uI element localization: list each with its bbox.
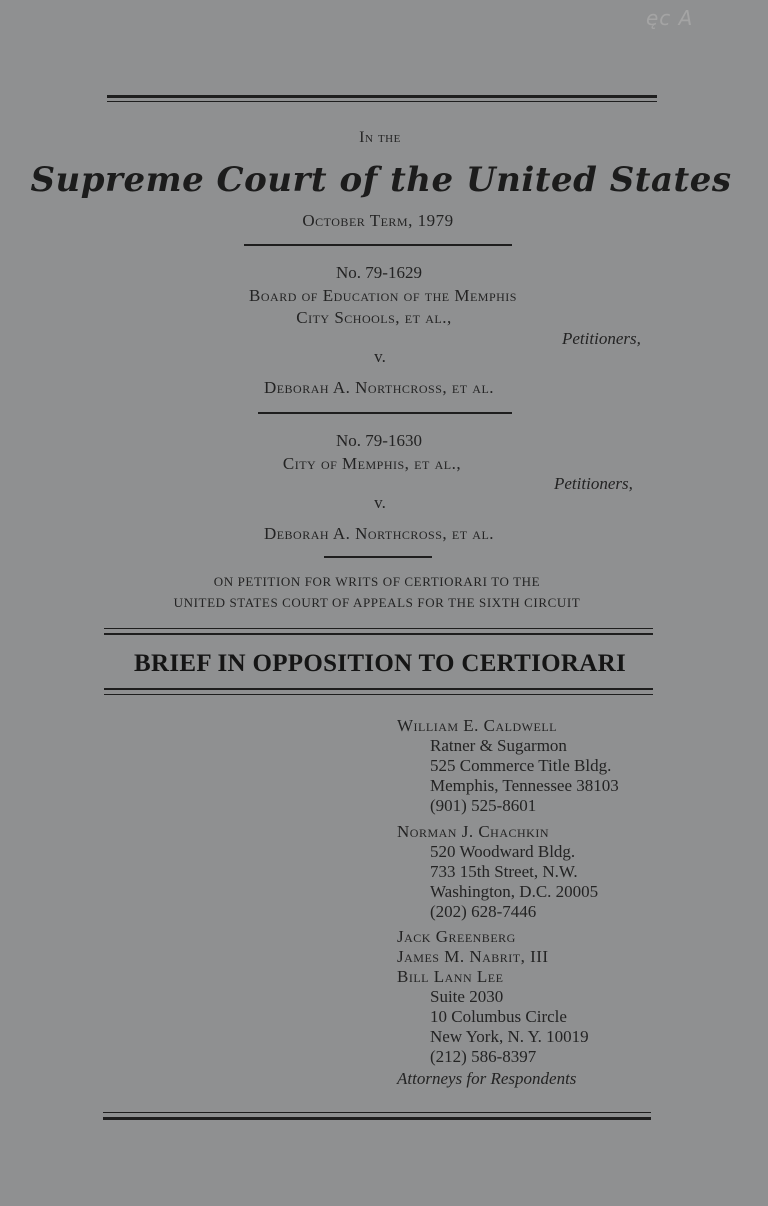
address-line: New York, N. Y. 10019 [430, 1027, 589, 1046]
address-line: (901) 525-8601 [430, 796, 537, 815]
attorney-name: Jack Greenberg [397, 927, 516, 946]
address-line: (212) 586-8397 [430, 1047, 537, 1066]
top-rule-thin [107, 101, 657, 102]
case-1-petitioner-line1: Board of Education of the Memphis [249, 286, 517, 305]
case-2-petitioner-line1: City of Memphis, et al., [282, 454, 462, 473]
brief-title: BRIEF IN OPPOSITION TO CERTIORARI [134, 650, 626, 677]
rule-after-term [244, 244, 512, 246]
court-name: Supreme Court of the United States [30, 160, 732, 200]
attorney-block-1 [397, 716, 727, 816]
attorney-name: William E. Caldwell [397, 716, 557, 735]
rule-short [324, 556, 432, 558]
address-line: Memphis, Tennessee 38103 [430, 776, 619, 795]
attorney-name: James M. Nabrit, III [397, 947, 549, 966]
petition-line-1: ON PETITION FOR WRITS OF CERTIORARI TO THE [213, 574, 541, 589]
attorney-name: Norman J. Chachkin [397, 822, 549, 841]
address-line: 525 Commerce Title Bldg. [430, 756, 612, 775]
address-line: Suite 2030 [430, 987, 504, 1006]
handwritten-corner-note: ęc A [646, 6, 694, 30]
attorney-block-2 [397, 822, 727, 922]
case-2-respondent: Deborah A. Northcross, et al. [263, 524, 495, 543]
case-2-petitioners-label: Petitioners, [554, 474, 633, 493]
attorneys-role: Attorneys for Respondents [397, 1069, 577, 1088]
address-line: Ratner & Sugarmon [430, 736, 567, 755]
petition-line-2: UNITED STATES COURT OF APPEALS FOR THE SIXTH CIRCUIT [173, 595, 581, 610]
address-line: 10 Columbus Circle [430, 1007, 567, 1026]
address-line: Washington, D.C. 20005 [430, 882, 599, 901]
case-1-petitioner-line2: City Schools, et al., [296, 308, 452, 327]
title-bottom-rule-thin [104, 694, 653, 695]
address-line: 733 15th Street, N.W. [430, 862, 578, 881]
title-bottom-rule-thick [104, 688, 653, 690]
case-2-number: No. 79-1630 [336, 431, 422, 450]
bottom-rule-thin [103, 1112, 651, 1113]
term: October Term, 1979 [302, 211, 454, 230]
case-1-versus: v. [374, 347, 386, 366]
case-2-versus: v. [374, 493, 386, 512]
case-1-petitioners-label: Petitioners, [562, 329, 641, 348]
address-line: (202) 628-7446 [430, 902, 537, 921]
top-rule-thick [107, 95, 657, 98]
title-top-rule-thick [104, 633, 653, 635]
case-1-number: No. 79-1629 [336, 263, 422, 282]
title-top-rule-thin [104, 628, 653, 629]
case-1-respondent: Deborah A. Northcross, et al. [263, 378, 495, 397]
in-the-caption: In the [359, 129, 401, 146]
rule-between-cases [258, 412, 512, 414]
address-line: 520 Woodward Bldg. [430, 842, 576, 861]
bottom-rule-thick [103, 1117, 651, 1120]
attorney-block-3 [397, 927, 727, 1067]
attorney-name: Bill Lann Lee [397, 967, 504, 986]
